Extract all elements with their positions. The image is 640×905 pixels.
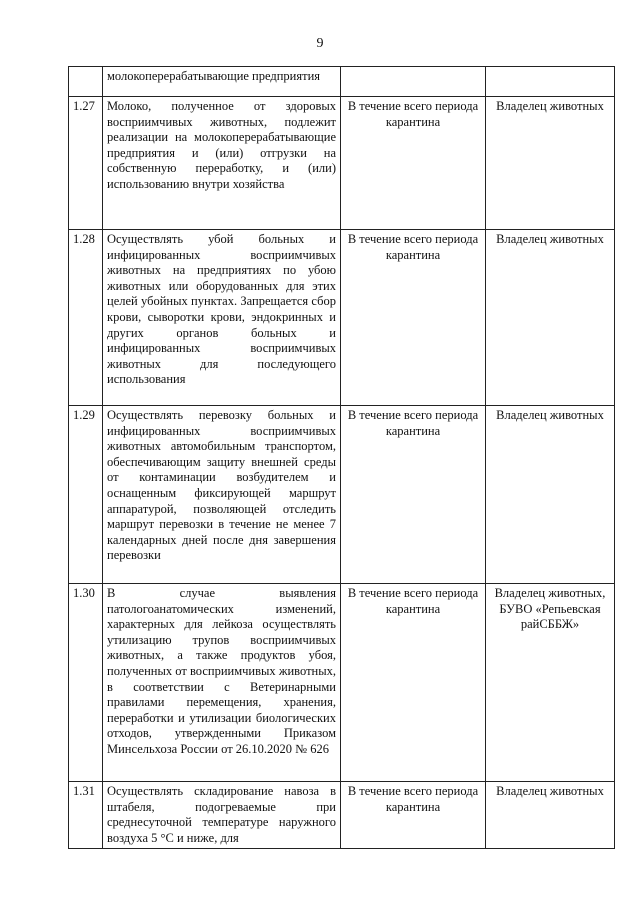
table-row	[69, 230, 615, 406]
row-number: 1.28	[69, 230, 103, 406]
measure-responsible: Владелец животных	[486, 97, 615, 230]
measures-table	[68, 66, 615, 849]
measure-term: В течение всего периода карантина	[341, 782, 486, 849]
measure-term: В течение всего периода карантина	[341, 97, 486, 230]
measure-responsible: Владелец животных	[486, 230, 615, 406]
measure-text: В случае выявления патологоанатомических изменений, характерных для лейкоза осуществлять утилизацию трупов восприимчивых животных, а также продуктов убоя, полученных от восприимчивых животных, в соответствии с Ветеринарными правилами перемещения, хранения, переработки и утилизации биологических отходов, утвержденными Приказом Минсельхоза России от 26.10.2020 № 626	[103, 584, 341, 782]
row-number: 1.27	[69, 97, 103, 230]
table-row	[69, 782, 615, 849]
measure-text: Осуществлять убой больных и инфицированных восприимчивых животных на предприятиях по убою животных или оборудованных для этих целей убойных пунктах. Запрещается сбор крови, сыворотки крови, эндокринных и других органов больных и инфицированных восприимчивых животных для последующего использования	[103, 230, 341, 406]
row-number: 1.29	[69, 406, 103, 584]
measure-text: Осуществлять перевозку больных и инфицированных восприимчивых животных автомобильным транспортом, обеспечивающим защиту внешней среды от контаминации возбудителем и оснащенным фиксирующей маршрут аппаратурой, позволяющей отследить маршрут перевозки в течение не менее 7 календарных дней после дня завершения перевозки	[103, 406, 341, 584]
measure-responsible: Владелец животных	[486, 406, 615, 584]
measure-term	[341, 67, 486, 97]
table-row	[69, 97, 615, 230]
table-row	[69, 406, 615, 584]
measure-term: В течение всего периода карантина	[341, 406, 486, 584]
row-number	[69, 67, 103, 97]
row-number: 1.31	[69, 782, 103, 849]
measure-text: Осуществлять складирование навоза в штабеля, подогреваемые при среднесуточной температуре наружного воздуха 5 °С и ниже, для	[103, 782, 341, 849]
row-number: 1.30	[69, 584, 103, 782]
measure-responsible: Владелец животных, БУВО «Репьевская райСББЖ»	[486, 584, 615, 782]
measure-term: В течение всего периода карантина	[341, 584, 486, 782]
measure-responsible: Владелец животных	[486, 782, 615, 849]
measure-text: молокоперерабатывающие предприятия	[103, 67, 341, 97]
table-row	[69, 584, 615, 782]
measure-responsible	[486, 67, 615, 97]
measure-term: В течение всего периода карантина	[341, 230, 486, 406]
measure-text: Молоко, полученное от здоровых восприимчивых животных, подлежит реализации на молокоперерабатывающие предприятия и (или) отгрузки на собственную переработку, и (или) использованию внутри хозяйства	[103, 97, 341, 230]
page-number: 9	[316, 36, 324, 51]
table-row	[69, 67, 615, 97]
